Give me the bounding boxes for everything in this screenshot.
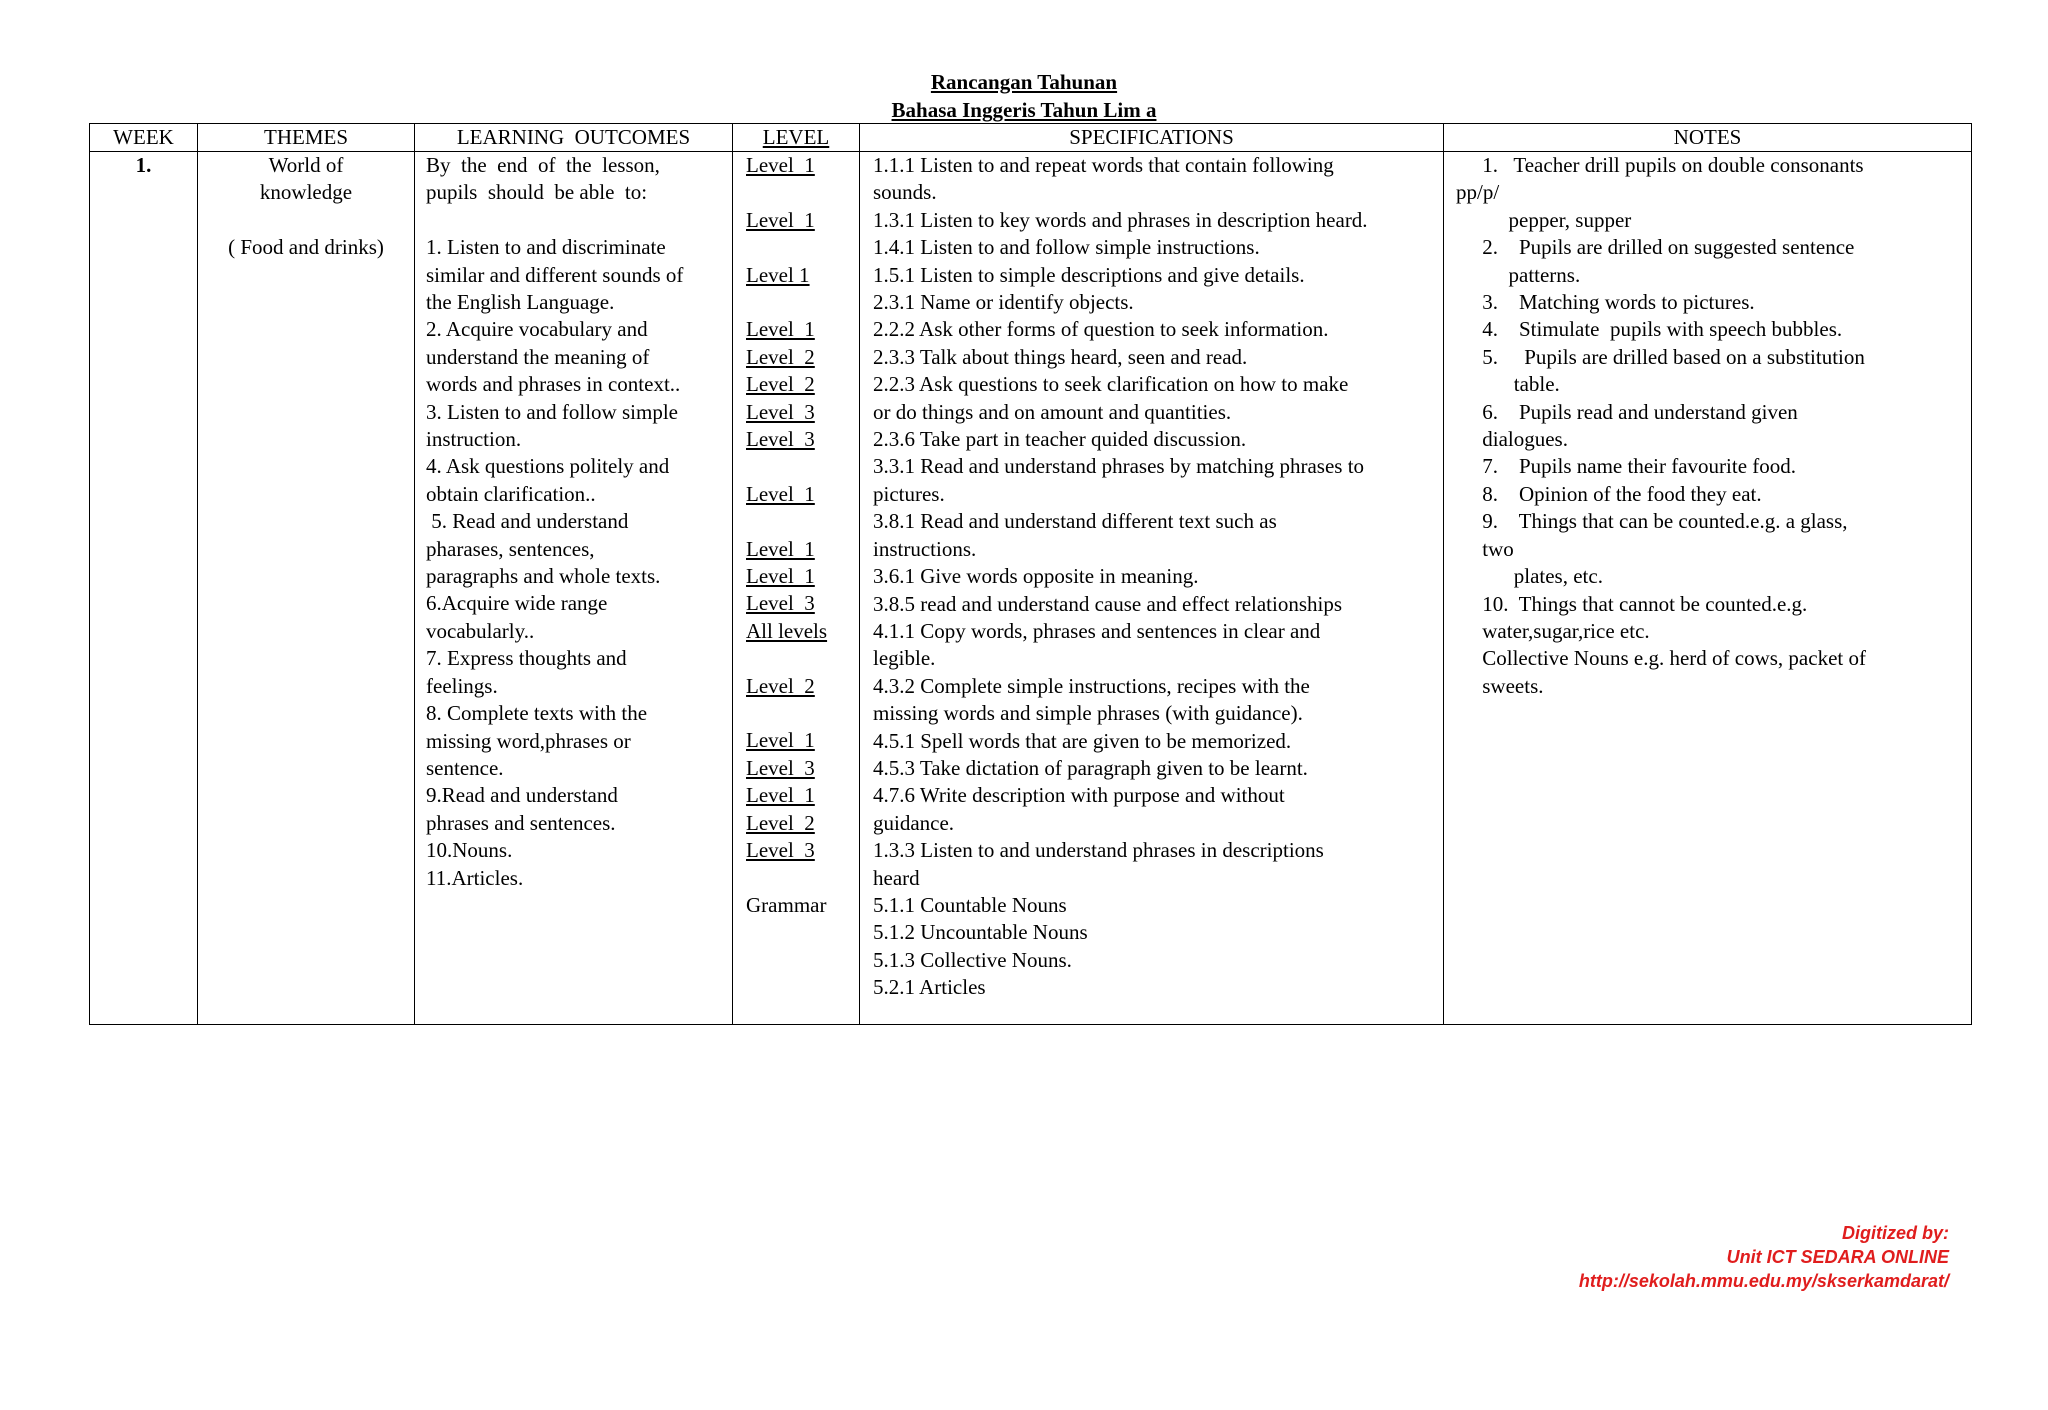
level-line — [746, 508, 859, 535]
specification-line: 1.5.1 Listen to simple descriptions and give details. — [873, 262, 1305, 287]
learning-outcome-line — [426, 207, 732, 234]
level-line: All levels — [746, 618, 828, 643]
note-line: pepper, supper — [1456, 207, 1632, 232]
document-title: Rancangan Tahunan — [930, 70, 1118, 94]
specification-line: legible. — [873, 646, 936, 671]
level-line: Level 1 — [746, 207, 815, 232]
specification-line: 5.2.1 Articles — [873, 975, 986, 1000]
note-line: 9. Things that can be counted.e.g. a glass, — [1456, 509, 1848, 534]
specification-line: 1.3.3 Listen to and understand phrases in descriptions — [873, 838, 1324, 863]
level-line: Level 2 — [746, 810, 815, 835]
header-specifications: SPECIFICATIONS — [860, 124, 1444, 152]
specification-line: 2.2.2 Ask other forms of question to seek information. — [873, 317, 1329, 342]
note-line: 6. Pupils read and understand given — [1456, 399, 1798, 424]
level-line — [746, 700, 859, 727]
note-line: 8. Opinion of the food they eat. — [1456, 481, 1762, 506]
level-cell — [733, 152, 860, 1025]
annual-plan-table — [89, 123, 1972, 1025]
note-line: patterns. — [1456, 262, 1581, 287]
learning-outcome-line: the English Language. — [426, 290, 615, 315]
header-week: WEEK — [90, 124, 198, 152]
note-line: sweets. — [1456, 673, 1544, 698]
level-line — [746, 234, 859, 261]
specification-line: instructions. — [873, 536, 977, 561]
header-level: LEVEL — [733, 124, 860, 152]
footer-url: http://sekolah.mmu.edu.my/skserkamdarat/ — [1578, 1271, 1949, 1291]
level-line: Level 3 — [746, 838, 815, 863]
specification-line: sounds. — [873, 180, 937, 205]
specification-line: 2.3.1 Name or identify objects. — [873, 290, 1134, 315]
specification-line: 3.8.1 Read and understand different text such as — [873, 509, 1277, 534]
learning-outcome-line: understand the meaning of — [426, 344, 650, 369]
table-row — [90, 152, 1972, 1025]
specification-line: 4.7.6 Write description with purpose and without — [873, 783, 1285, 808]
level-line: Level 1 — [746, 153, 815, 177]
level-line: Level 1 — [746, 564, 815, 589]
learning-outcomes-cell — [415, 152, 733, 1025]
learning-outcome-line: vocabularly.. — [426, 618, 535, 643]
header-notes: NOTES — [1444, 124, 1972, 152]
specification-line: 3.6.1 Give words opposite in meaning. — [873, 564, 1199, 589]
level-line: Level 1 — [746, 783, 815, 808]
level-line — [746, 645, 859, 672]
specifications-cell — [860, 152, 1444, 1025]
week-number: 1. — [135, 153, 152, 177]
theme-line: ( Food and drinks) — [228, 235, 384, 260]
note-line: plates, etc. — [1456, 564, 1603, 589]
level-line: Level 2 — [746, 673, 815, 698]
note-line: 3. Matching words to pictures. — [1456, 290, 1755, 315]
note-line: dialogues. — [1456, 427, 1568, 452]
specification-line: 4.5.3 Take dictation of paragraph given to be learnt. — [873, 755, 1308, 780]
learning-outcome-line: missing word,phrases or — [426, 728, 631, 753]
specification-line: guidance. — [873, 810, 955, 835]
learning-outcome-line: pharases, sentences, — [426, 536, 595, 561]
note-line: 1. Teacher drill pupils on double consonants — [1456, 153, 1864, 177]
themes-cell — [198, 152, 415, 1025]
note-line: 10. Things that cannot be counted.e.g. — [1456, 591, 1808, 616]
level-line: Level 1 — [746, 317, 815, 342]
notes-cell — [1444, 152, 1972, 1025]
learning-outcome-line: 4. Ask questions politely and — [426, 454, 670, 479]
learning-outcome-line: 6.Acquire wide range — [426, 591, 608, 616]
specification-line: 4.3.2 Complete simple instructions, recipes with the — [873, 673, 1310, 698]
specification-line: 2.3.3 Talk about things heard, seen and read. — [873, 344, 1248, 369]
document-subtitle: Bahasa Inggeris Tahun Lim a — [891, 98, 1157, 122]
level-line: Level 1 — [746, 728, 815, 753]
learning-outcome-line: words and phrases in context.. — [426, 372, 681, 397]
learning-outcome-line: 7. Express thoughts and — [426, 646, 627, 671]
specification-line: 3.8.5 read and understand cause and effect relationships — [873, 591, 1343, 616]
learning-outcome-line: obtain clarification.. — [426, 481, 596, 506]
note-line: 7. Pupils name their favourite food. — [1456, 454, 1797, 479]
learning-outcome-line: instruction. — [426, 427, 522, 452]
note-line: 5. Pupils are drilled based on a substitution — [1456, 344, 1865, 369]
specification-line: heard — [873, 865, 920, 890]
level-line: Level 3 — [746, 755, 815, 780]
digitized-by-footer — [1579, 1221, 1949, 1293]
learning-outcome-line: sentence. — [426, 755, 504, 780]
specification-line: 5.1.1 Countable Nouns — [873, 892, 1067, 917]
note-line: pp/p/ — [1456, 180, 1500, 205]
specification-line: missing words and simple phrases (with guidance). — [873, 701, 1303, 726]
level-line: Level 1 — [746, 536, 815, 561]
learning-outcome-line: 9.Read and understand — [426, 783, 618, 808]
learning-outcome-line: 8. Complete texts with the — [426, 701, 648, 726]
learning-outcome-line: 3. Listen to and follow simple — [426, 399, 678, 424]
level-line — [746, 864, 859, 891]
learning-outcome-line: 5. Read and understand — [426, 509, 629, 534]
note-line: 2. Pupils are drilled on suggested sentence — [1456, 235, 1855, 260]
specification-line: 1.4.1 Listen to and follow simple instructions. — [873, 235, 1260, 260]
level-line: Grammar — [746, 892, 827, 917]
learning-outcome-line: phrases and sentences. — [426, 810, 616, 835]
level-line — [746, 289, 859, 316]
specification-line: pictures. — [873, 481, 945, 506]
learning-outcome-line: pupils should be able to: — [426, 180, 648, 205]
learning-outcome-line: feelings. — [426, 673, 498, 698]
specification-line: 5.1.2 Uncountable Nouns — [873, 920, 1088, 945]
specification-line: 2.2.3 Ask questions to seek clarification on how to make — [873, 372, 1349, 397]
specification-line: 5.1.3 Collective Nouns. — [873, 947, 1072, 972]
level-line: Level 2 — [746, 344, 815, 369]
specification-line: 4.5.1 Spell words that are given to be memorized. — [873, 728, 1292, 753]
level-line: Level 2 — [746, 372, 815, 397]
header-themes: THEMES — [198, 124, 415, 152]
learning-outcome-line: 1. Listen to and discriminate — [426, 235, 666, 260]
level-line: Level 3 — [746, 591, 815, 616]
level-line: Level 1 — [746, 481, 815, 506]
theme-line: knowledge — [259, 180, 353, 205]
level-line: Level 3 — [746, 427, 815, 452]
week-cell — [90, 152, 198, 1025]
specification-line: 2.3.6 Take part in teacher quided discussion. — [873, 427, 1247, 452]
specification-line: 1.3.1 Listen to key words and phrases in description heard. — [873, 207, 1368, 232]
specification-line: 4.1.1 Copy words, phrases and sentences in clear and — [873, 618, 1321, 643]
specification-line: 1.1.1 Listen to and repeat words that contain following — [873, 153, 1334, 177]
learning-outcome-line: paragraphs and whole texts. — [426, 564, 661, 589]
level-line: Level 1 — [746, 262, 810, 287]
header-learning-outcomes: LEARNING OUTCOMES — [415, 124, 733, 152]
note-line: two — [1456, 536, 1514, 561]
note-line: water,sugar,rice etc. — [1456, 618, 1650, 643]
footer-line-2: Unit ICT SEDARA ONLINE — [1726, 1247, 1949, 1267]
footer-line-1: Digitized by: — [1842, 1223, 1949, 1243]
level-line: Level 3 — [746, 399, 815, 424]
note-line: Collective Nouns e.g. herd of cows, packet of — [1456, 646, 1866, 671]
learning-outcome-line: similar and different sounds of — [426, 262, 684, 287]
learning-outcome-line: 11.Articles. — [426, 865, 524, 890]
theme-line — [198, 207, 414, 234]
learning-outcome-line: 10.Nouns. — [426, 838, 513, 863]
level-line — [746, 453, 859, 480]
specification-line: or do things and on amount and quantities. — [873, 399, 1232, 424]
learning-outcome-line: 2. Acquire vocabulary and — [426, 317, 648, 342]
table-header-row — [90, 124, 1972, 152]
learning-outcome-line: By the end of the lesson, — [426, 153, 660, 177]
level-line — [746, 179, 859, 206]
theme-line: World of — [268, 153, 344, 177]
note-line: 4. Stimulate pupils with speech bubbles. — [1456, 317, 1843, 342]
note-line: table. — [1456, 372, 1560, 397]
specification-line: 3.3.1 Read and understand phrases by matching phrases to — [873, 454, 1365, 479]
